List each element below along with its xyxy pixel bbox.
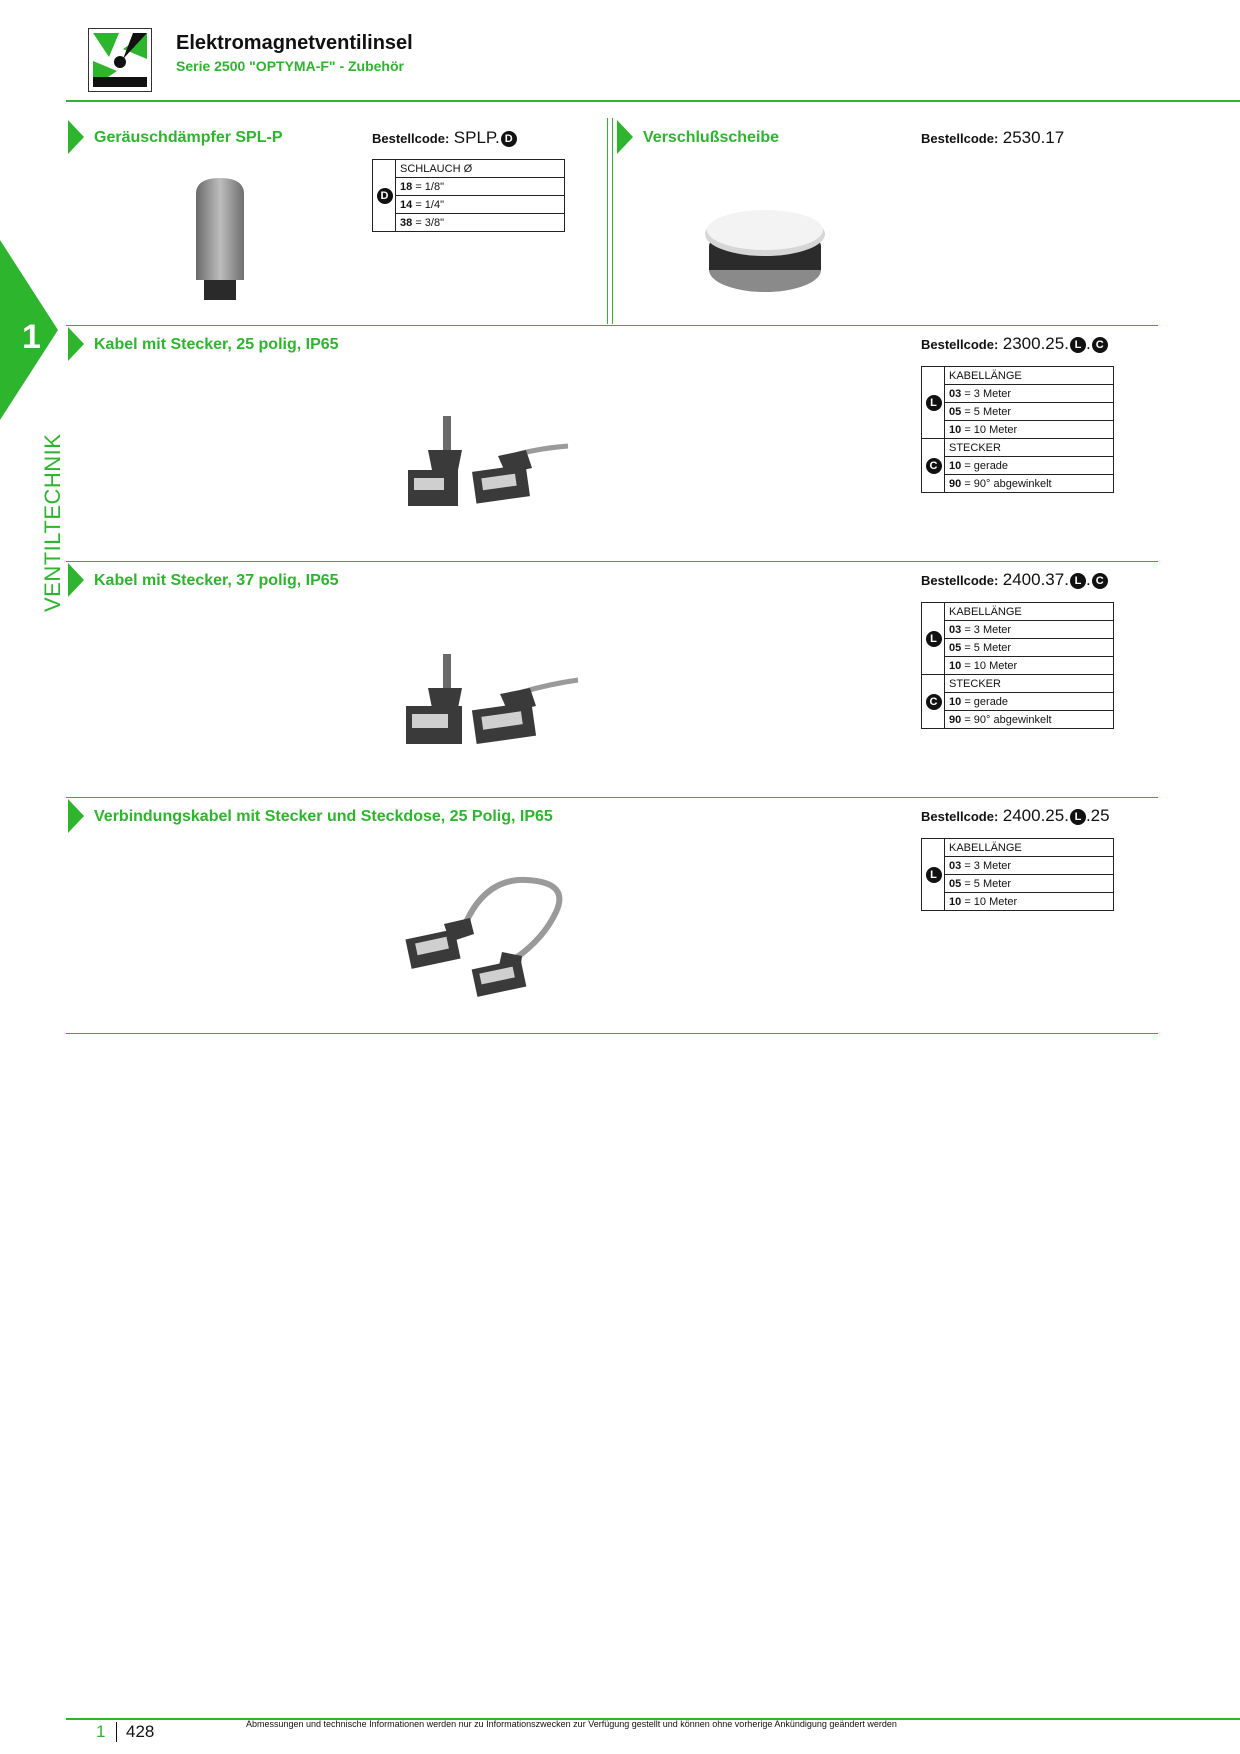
section-arrow-icon <box>68 120 84 154</box>
page-title: Elektromagnetventilinsel <box>176 32 413 54</box>
section-divider <box>66 325 1158 326</box>
cable25-options-table: L KABELLÄNGE 03 = 3 Meter 05 = 5 Meter 10 = 10 Meter C STECKER 10 = gerade 90 = 90° abgewinkelt <box>921 366 1114 493</box>
key-d-icon: D <box>501 131 517 147</box>
option-key: D <box>373 160 396 232</box>
silencer-image <box>192 176 248 309</box>
cable37-order-code: Bestellcode: 2400.37. L . C <box>921 570 1108 590</box>
silencer-order-code <box>372 128 517 148</box>
column-divider <box>607 118 608 324</box>
cable25-order-code: Bestellcode: 2300.25. L . C <box>921 334 1108 354</box>
cap-title: Verschlußscheibe <box>643 129 780 146</box>
column-divider <box>612 118 613 324</box>
key-l-icon: L <box>1070 337 1086 353</box>
order-code-value: SPLP. <box>453 128 500 147</box>
key-c-icon: C <box>1092 337 1108 353</box>
cable25-title: Kabel mit Stecker, 25 polig, IP65 <box>94 336 339 353</box>
section-arrow-icon <box>68 563 84 597</box>
page-subtitle: Serie 2500 "OPTYMA-F" - Zubehör <box>176 58 404 74</box>
header-divider <box>66 100 1240 102</box>
order-code-label: Bestellcode: <box>372 131 450 146</box>
footer-separator <box>116 1722 117 1742</box>
option-header: SCHLAUCH Ø <box>396 160 565 178</box>
key-l-icon: L <box>1070 809 1086 825</box>
footer-chapter: 1 <box>96 1722 106 1741</box>
section-arrow-icon <box>617 120 633 154</box>
link-cable-image <box>404 872 584 1005</box>
link-cable-title: Verbindungskabel mit Stecker und Steckdose, 25 Polig, IP65 <box>94 808 553 825</box>
page-number: 428 <box>126 1722 155 1741</box>
chapter-number: 1 <box>22 318 41 356</box>
section-arrow-icon <box>68 327 84 361</box>
pneumax-logo <box>88 28 152 92</box>
link-cable-options-table: L KABELLÄNGE 03 = 3 Meter 05 = 5 Meter 10 = 10 Meter <box>921 838 1114 911</box>
cable37-options-table: L KABELLÄNGE 03 = 3 Meter 05 = 5 Meter 10 = 10 Meter C STECKER 10 = gerade 90 = 90° abgewinkelt <box>921 602 1114 729</box>
option-row: 14 = 1/4" <box>396 196 565 214</box>
cable25-image <box>402 410 572 523</box>
footer-disclaimer: Abmessungen und technische Informationen werden nur zu Informationszwecken zur Verfügung gestellt und können ohne vorherige Ankündigung geändert werden <box>246 1719 897 1729</box>
chapter-label: VENTILTECHNIK <box>40 433 65 612</box>
key-l-icon: L <box>1070 573 1086 589</box>
silencer-title: Geräuschdämpfer SPL-P <box>94 129 283 146</box>
section-divider <box>66 1033 1158 1034</box>
link-cable-order-code: Bestellcode: 2400.25. L .25 <box>921 806 1110 825</box>
cap-image <box>702 206 828 303</box>
option-row: 38 = 3/8" <box>396 214 565 232</box>
section-divider <box>66 797 1158 798</box>
silencer-options-table <box>372 159 565 232</box>
section-arrow-icon <box>68 799 84 833</box>
key-c-icon: C <box>1092 573 1108 589</box>
option-row: 18 = 1/8" <box>396 178 565 196</box>
section-divider <box>66 561 1158 562</box>
cap-order-code: Bestellcode: 2530.17 <box>921 128 1065 147</box>
cable37-image <box>402 648 582 761</box>
cable37-title: Kabel mit Stecker, 37 polig, IP65 <box>94 572 339 589</box>
